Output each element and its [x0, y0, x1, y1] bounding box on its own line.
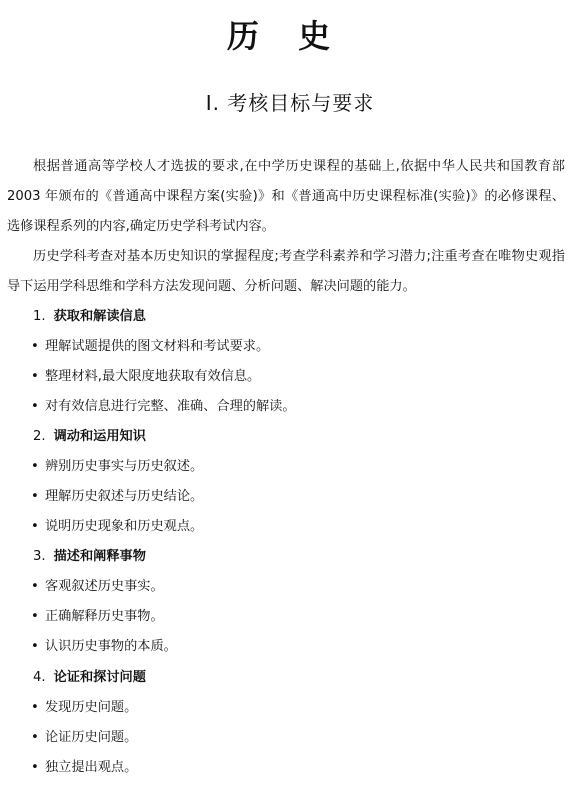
bullet-icon: • [31, 519, 39, 534]
section-number: 1. [33, 309, 46, 324]
section-heading-text: 获取和解读信息 [53, 309, 146, 324]
bullet-icon: • [31, 730, 39, 745]
bullet-icon: • [31, 489, 39, 504]
bullet-icon: • [31, 760, 39, 775]
list-item: • 认识历史事物的本质。 [31, 632, 177, 662]
section-heading-2 [33, 422, 146, 452]
bullet-icon: • [31, 339, 39, 354]
bullet-icon: • [31, 639, 39, 654]
intro-paragraph-1: 根据普通高等学校人才选拔的要求,在中学历史课程的基础上,依据中华人民共和国教育部 2003 年颁布的《普通高中课程方案(实验)》和《普通高中历史课程标准(实验)》的必修课程、选修课程系列的内容,确定历史学科考试内容。 [7, 159, 565, 234]
list-item: • 客观叙述历史事实。 [31, 572, 164, 602]
list-item: • 理解历史叙述与历史结论。 [31, 482, 203, 512]
section-number: 2. [33, 429, 46, 444]
section-heading-text: 论证和探讨问题 [53, 670, 146, 685]
section-heading-1 [33, 302, 146, 332]
section-heading-3 [33, 542, 146, 572]
bullet-icon: • [31, 700, 39, 715]
intro-paragraph-2: 历史学科考查对基本历史知识的掌握程度;考查学科素养和学习潜力;注重考查在唯物史观指导下运用学科思维和学科方法发现问题、分析问题、解决问题的能力。 [7, 249, 565, 294]
list-item: • 发现历史问题。 [31, 693, 137, 723]
section-heading-text: 调动和运用知识 [53, 429, 146, 444]
section-number: 3. [33, 549, 46, 564]
list-item: • 独立提出观点。 [31, 753, 137, 783]
bullet-icon: • [31, 399, 39, 414]
list-item: • 辨别历史事实与历史叙述。 [31, 452, 203, 482]
section-title: Ⅰ. 考核目标与要求 [205, 91, 375, 115]
list-item: • 说明历史现象和历史观点。 [31, 512, 203, 542]
list-item: • 整理材料,最大限度地获取有效信息。 [31, 362, 260, 392]
page-title: 历 史 [226, 17, 345, 55]
list-item: • 正确解释历史事物。 [31, 602, 164, 632]
list-item: • 理解试题提供的图文材料和考试要求。 [31, 332, 269, 362]
bullet-icon: • [31, 579, 39, 594]
bullet-icon: • [31, 609, 39, 624]
list-item: • 对有效信息进行完整、准确、合理的解读。 [31, 392, 296, 422]
section-number: 4. [33, 670, 46, 685]
bullet-icon: • [31, 459, 39, 474]
list-item: • 论证历史问题。 [31, 723, 137, 753]
section-heading-text: 描述和阐释事物 [53, 549, 146, 564]
bullet-icon: • [31, 369, 39, 384]
section-heading-4 [33, 663, 146, 693]
